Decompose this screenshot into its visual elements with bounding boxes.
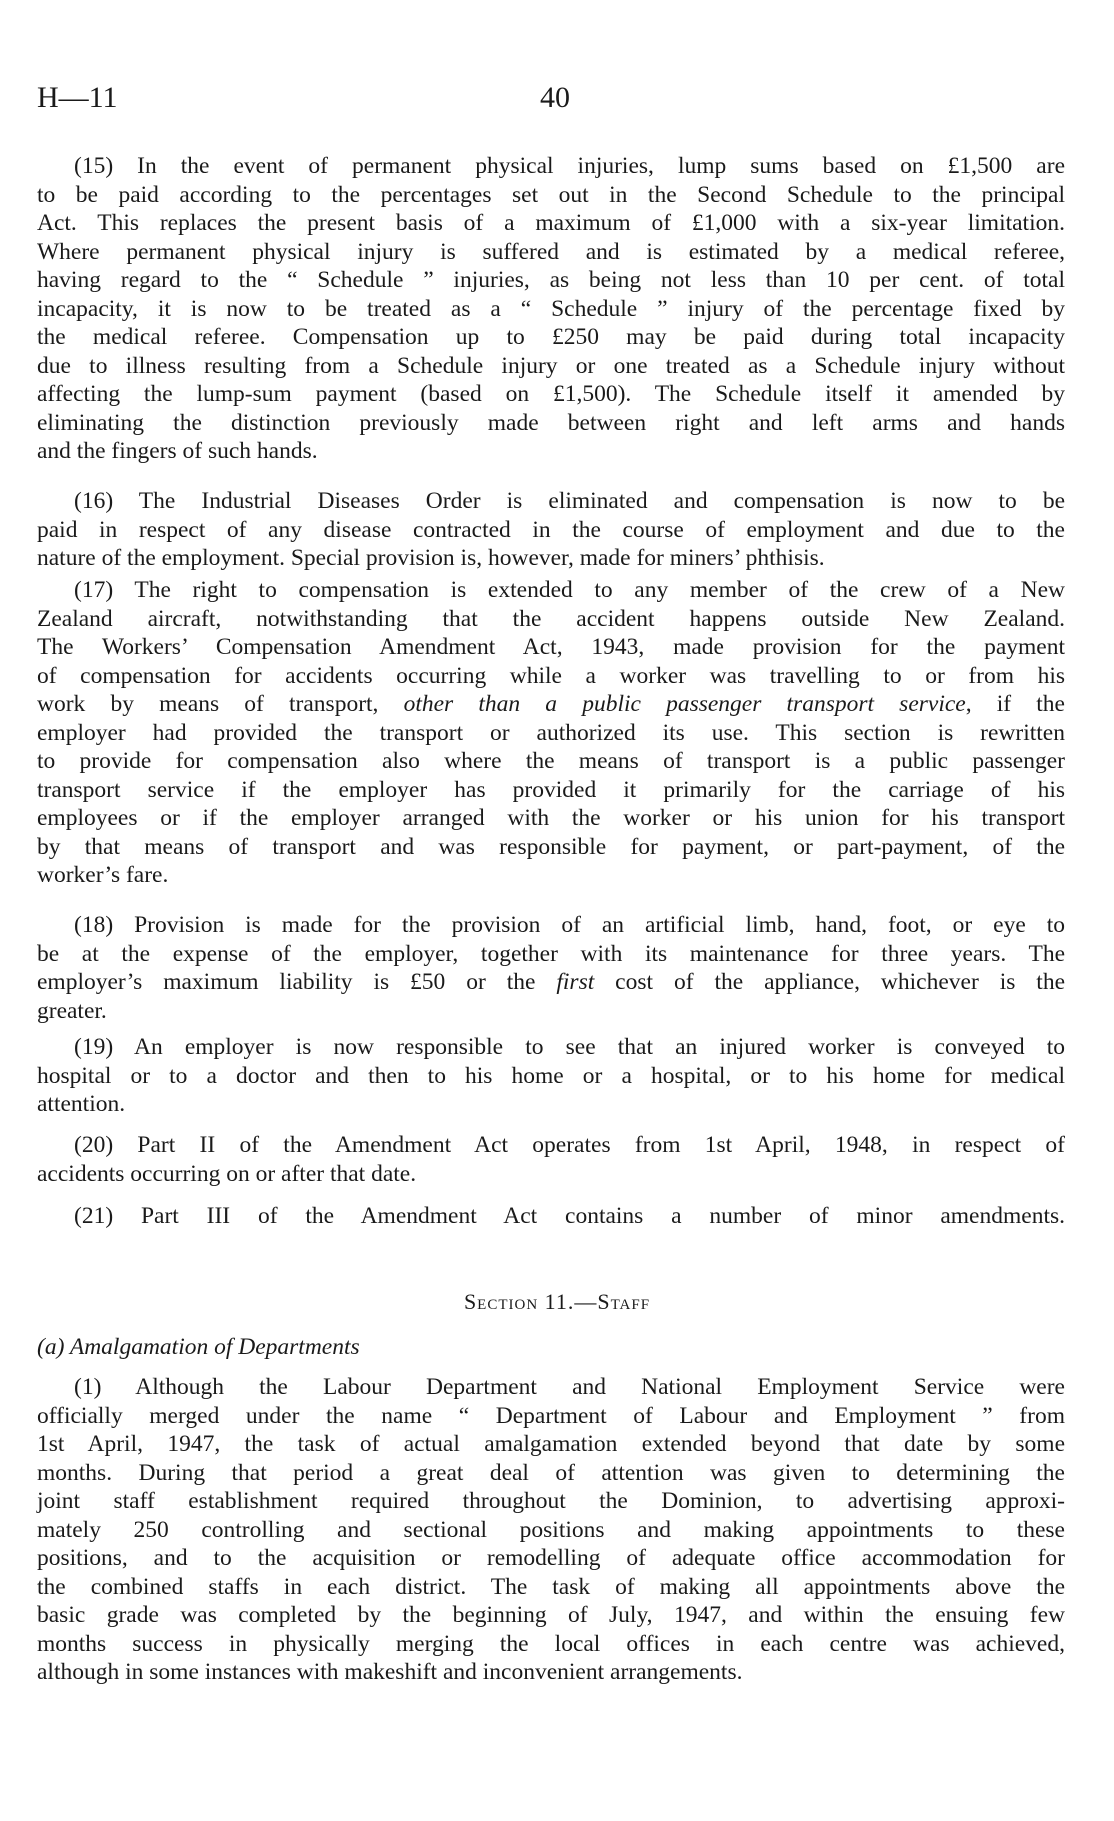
text-line: officially merged under the name “ Department of Labour and Employment ” from xyxy=(37,1402,1065,1429)
text-segment: employer’s maximum liability is £50 or the xyxy=(37,969,557,995)
text-line: the combined staffs in each district. The task of making all appointments above the xyxy=(37,1573,1065,1600)
text-line: attention. xyxy=(37,1091,126,1117)
text-line: (15) In the event of permanent physical injuries, lump sums based on £1,500 are xyxy=(74,153,1065,179)
text-line: of compensation for accidents occurring while a worker was travelling to or from his xyxy=(37,662,1065,689)
section-heading: Section 11.—Staff xyxy=(463,1289,651,1314)
text-line: positions, and to the acquisition or remodelling of adequate office accommodation for xyxy=(37,1545,1065,1571)
text-line: basic grade was completed by the beginning of July, 1947, and within the ensuing few xyxy=(37,1602,1065,1628)
text-line: (19) An employer is now responsible to see that an injured worker is conveyed to xyxy=(74,1034,1065,1060)
text-line: transport service if the employer has provided it primarily for the carriage of his xyxy=(37,776,1065,803)
text-line: (16) The Industrial Diseases Order is eliminated and compensation is now to be xyxy=(74,488,1065,514)
text-line: Where permanent physical injury is suffered and is estimated by a medical referee, xyxy=(37,238,1065,265)
text-line: be at the expense of the employer, together with its maintenance for three years. The xyxy=(37,940,1065,967)
paragraph-staff-1 xyxy=(37,1373,1065,1687)
text-line: to provide for compensation also where the means of transport is a public passenger xyxy=(37,748,1065,774)
italic-text: first xyxy=(556,969,595,995)
paragraph-18 xyxy=(37,911,1065,1025)
text-segment: cost of the appliance, whichever is the xyxy=(594,969,1065,995)
paragraph-16 xyxy=(37,487,1065,573)
text-segment: , if the xyxy=(965,691,1065,717)
text-line xyxy=(37,968,1065,997)
text-line: (18) Provision is made for the provision of an artificial limb, hand, foot, or eye to xyxy=(74,912,1065,938)
text-line: although in some instances with makeshift and inconvenient arrangements. xyxy=(37,1659,743,1685)
text-line: eliminating the distinction previously made between right and left arms and hands xyxy=(37,409,1065,436)
text-line: to be paid according to the percentages set out in the Second Schedule to the principal xyxy=(37,181,1065,208)
paragraph-17 xyxy=(37,576,1065,890)
text-line: by that means of transport and was responsible for payment, or part-payment, of the xyxy=(37,833,1065,860)
text-line: months. During that period a great deal of attention was given to determining the xyxy=(37,1459,1065,1486)
text-line: months success in physically merging the local offices in each centre was achieved, xyxy=(37,1630,1065,1657)
text-line: mately 250 controlling and sectional positions and making appointments to these xyxy=(37,1516,1065,1543)
text-line: and the fingers of such hands. xyxy=(37,438,318,464)
paragraph-15 xyxy=(37,152,1065,466)
text-segment: work by means of transport, xyxy=(37,691,404,717)
text-line: Zealand aircraft, notwithstanding that the accident happens outside New Zealand. xyxy=(37,605,1065,632)
text-line: The Workers’ Compensation Amendment Act, 1943, made provision for the payment xyxy=(37,634,1065,660)
italic-text: other than a public passenger transport service xyxy=(403,691,966,717)
text-line: accidents occurring on or after that date. xyxy=(37,1160,417,1187)
text-line: the medical referee. Compensation up to £250 may be paid during total incapacity xyxy=(37,324,1065,350)
page-number: 40 xyxy=(540,81,570,114)
text-line: 1st April, 1947, the task of actual amalgamation extended beyond that date by some xyxy=(37,1431,1065,1457)
text-line: affecting the lump-sum payment (based on £1,500). The Schedule itself it amended by xyxy=(37,381,1065,407)
text-line: greater. xyxy=(37,997,107,1024)
text-line: employees or if the employer arranged with the worker or his union for his transport xyxy=(37,805,1065,831)
subsection-heading: (a) Amalgamation of Departments xyxy=(37,1334,360,1360)
text-line: nature of the employment. Special provision is, however, made for miners’ phthisis. xyxy=(37,545,825,571)
text-line: worker’s fare. xyxy=(37,862,169,888)
text-line: Act. This replaces the present basis of a maximum of £1,000 with a six-year limitation. xyxy=(37,210,1065,236)
paragraph-19 xyxy=(37,1033,1065,1119)
paragraph-20 xyxy=(37,1131,1065,1188)
text-line: due to illness resulting from a Schedule injury or one treated as a Schedule injury without xyxy=(37,352,1065,379)
text-line xyxy=(37,690,1065,719)
text-line: (21) Part III of the Amendment Act contains a number of minor amendments. xyxy=(74,1203,1065,1229)
text-line: paid in respect of any disease contracted in the course of employment and due to the xyxy=(37,516,1065,543)
text-line: hospital or to a doctor and then to his home or a hospital, or to his home for medical xyxy=(37,1062,1065,1089)
text-line: (17) The right to compensation is extended to any member of the crew of a New xyxy=(74,577,1065,603)
document-code: H—11 xyxy=(37,81,118,114)
text-line: employer had provided the transport or authorized its use. This section is rewritten xyxy=(37,719,1065,746)
text-line: (1) Although the Labour Department and National Employment Service were xyxy=(74,1374,1065,1400)
text-line: having regard to the “ Schedule ” injuries, as being not less than 10 per cent. of total xyxy=(37,267,1065,293)
text-line: joint staff establishment required throughout the Dominion, to advertising approxi- xyxy=(37,1488,1065,1514)
paragraph-21 xyxy=(37,1202,1065,1231)
text-line: (20) Part II of the Amendment Act operates from 1st April, 1948, in respect of xyxy=(74,1132,1065,1158)
text-line: incapacity, it is now to be treated as a “ Schedule ” injury of the percentage fixed by xyxy=(37,295,1065,322)
